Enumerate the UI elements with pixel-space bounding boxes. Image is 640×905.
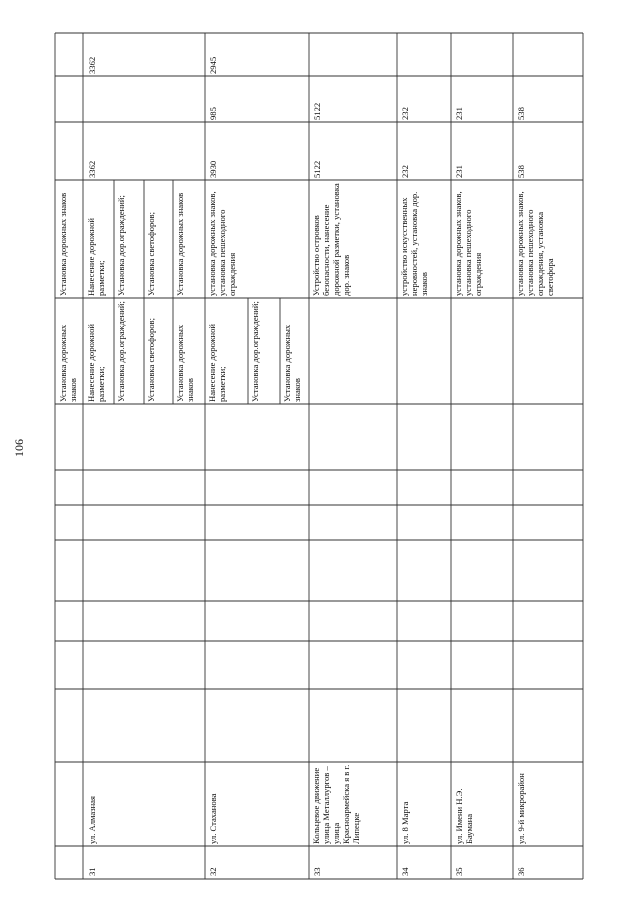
row-31-works-a-head: Установка дорожных знаков — [58, 192, 68, 296]
row-32-value-1: 3930 — [208, 160, 218, 178]
row-31-works-a-3: Установка светофоров; — [146, 212, 156, 296]
row-35-number: 35 — [454, 867, 464, 876]
row-32-works-a-1: Нанесение дорожной разметки; — [207, 323, 227, 402]
row-36-value-2: 538 — [516, 107, 526, 120]
row-32-value-2: 985 — [208, 107, 218, 120]
row-31-works-b-head: Установка дорожных знаков — [58, 324, 78, 402]
row-33-street: Кольцевое движение улица Металлургов – улица Красноармейска я в г. Липецке — [311, 764, 361, 844]
row-34-number: 34 — [400, 867, 410, 876]
row-31-works-a-1: Нанесение дорожной разметки; — [86, 217, 106, 296]
row-31-works-b-1: Нанесение дорожной разметки; — [86, 323, 106, 402]
page-number: 106 — [12, 439, 26, 457]
row-34-value-2: 232 — [400, 107, 410, 120]
row-32-value-3: 2945 — [208, 56, 218, 74]
row-31-works-b-4: Установка дорожных знаков — [175, 324, 195, 402]
row-34-value-1: 232 — [400, 165, 410, 178]
row-33-value-1: 5122 — [312, 160, 322, 178]
row-32-works-a-3: Установка дорожных знаков — [282, 324, 302, 402]
row-32-number: 32 — [208, 867, 218, 876]
row-31-works-b-3: Установка светофоров; — [146, 318, 156, 402]
row-35-value-1: 231 — [454, 165, 464, 178]
row-35-street: ул. Имени Н.Э. Баумана — [454, 788, 474, 844]
row-34-works-b: устройство искусственных неровностей, установка дор. знаков — [399, 191, 429, 296]
row-32-street: ул. Стаханова — [208, 793, 218, 844]
row-36-works-b: установка дорожных знаков, установка пешеходного ограждения, установка светофора — [515, 191, 555, 296]
row-35-works-b: установка дорожных знаков, установка пешеходного ограждения — [453, 191, 483, 296]
row-31-number: 31 — [87, 867, 97, 876]
row-31-works-b-2: Установка дор.ограждений; — [116, 301, 126, 402]
row-31-value-1: 3362 — [87, 160, 97, 178]
row-33-works-b: Устройство островков безопасности, нанесение дорожной разметки, установка дор. знаков — [311, 183, 351, 296]
row-31-street: ул. Алмазная — [87, 796, 97, 844]
row-34-street: ул. 8 Марта — [400, 801, 410, 844]
row-36-value-1: 538 — [516, 165, 526, 178]
row-36-street: ул. 9-й микрорайон — [516, 773, 526, 844]
row-36-number: 36 — [516, 867, 526, 876]
row-35-value-2: 231 — [454, 107, 464, 120]
row-31-works-a-2: Установка дор.ограждений; — [116, 195, 126, 296]
row-31-works-a-4: Установка дорожных знаков — [175, 192, 185, 296]
row-31-value-3: 3362 — [87, 56, 97, 74]
row-32-works-b: установка дорожных знаков, установка пешеходного ограждения — [207, 191, 237, 296]
row-32-works-a-2: Установка дор.ограждений; — [250, 301, 260, 402]
row-33-number: 33 — [312, 867, 322, 876]
row-33-value-2: 5122 — [312, 102, 322, 120]
